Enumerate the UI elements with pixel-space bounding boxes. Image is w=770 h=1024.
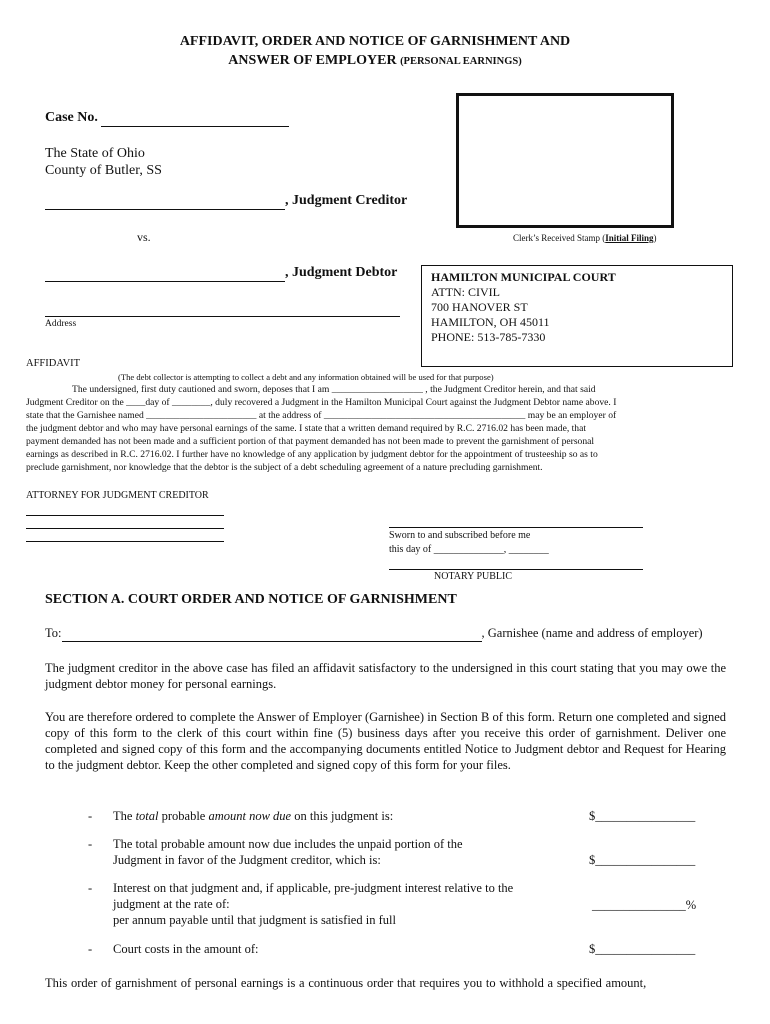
item-interest-line2: judgment at the rate of:	[113, 897, 230, 911]
stamp-caption-prefix: Clerk’s Received Stamp (	[513, 233, 606, 243]
state-label: The State of Ohio	[45, 146, 145, 161]
judgment-debtor-label: , Judgment Debtor	[285, 265, 398, 280]
attorney-label: ATTORNEY FOR JUDGMENT CREDITOR	[26, 490, 209, 501]
section-a-paragraph-2: You are therefore ordered to complete the Answer of Employer (Garnishee) in Section B of this form. Return one completed and signed copy of this form to the clerk of this court within fine (5) business days after you receive this order of garnishment. Deliver one completed and signed copy of this form and the accompanying documents entitled Notice to Judgment debtor and Request for Hearing to the judgment debtor. Keep the other completed and signed copy of this form for your files.	[45, 710, 726, 772]
item-dash-1: -	[88, 809, 93, 823]
stamp-caption-bold: Initial Filing	[605, 233, 654, 243]
item1-italic-2: amount now due	[208, 809, 292, 823]
item-unpaid-portion-line1: The total probable amount now due includes the unpaid portion of the	[113, 837, 463, 851]
affidavit-line-6: earnings as described in R.C. 2716.02. I further have no knowledge of any application by judgment debtor for the appointment of trusteeship so as to	[26, 449, 598, 460]
case-no-field[interactable]	[101, 110, 289, 127]
court-street: 700 HANOVER ST	[431, 300, 528, 314]
to-label: To:	[45, 626, 62, 640]
item-dash-2: -	[88, 837, 93, 851]
form-title-main: ANSWER OF EMPLOYER	[228, 53, 397, 68]
affidavit-heading: AFFIDAVIT	[26, 358, 81, 369]
judgment-creditor-field[interactable]	[45, 193, 285, 210]
affidavit-line-5: payment demanded has not been made and a sufficient portion of that payment demanded has not been made to prevent the garnishment of personal	[26, 436, 595, 447]
notary-signature-line[interactable]	[389, 569, 643, 570]
item-court-costs-label: Court costs in the amount of:	[113, 942, 259, 956]
judgment-debtor-field[interactable]	[45, 265, 285, 282]
total-amount-field[interactable]: $________________	[589, 809, 696, 823]
affidavit-line-4: the judgment debtor and who may have personal earnings of the same. I state that a written demand required by R.C. 2716.02 has been made, that	[26, 423, 587, 434]
item-dash-4: -	[88, 942, 93, 956]
vs-label: vs.	[137, 230, 151, 244]
affidavit-line-2: Judgment Creditor on the ____day of ________, duly recovered a Judgment in the Hamilton Municipal Court against the Judgment Debtor name above. I	[26, 397, 617, 408]
court-city: HAMILTON, OH 45011	[431, 315, 550, 329]
debt-collector-notice: (The debt collector is attempting to collect a debt and any information obtained will be used for that purpose)	[118, 372, 494, 382]
judgment-creditor-label: , Judgment Creditor	[285, 193, 408, 208]
garnishee-label: , Garnishee (name and address of employer)	[481, 626, 703, 640]
address-label: Address	[45, 319, 77, 329]
garnishee-field[interactable]	[62, 626, 482, 642]
affiant-signature-line[interactable]	[389, 527, 643, 528]
form-title-sub: (PERSONAL EARNINGS)	[400, 56, 522, 67]
item-total-amount-label	[113, 808, 393, 824]
item1-pre: The	[113, 809, 136, 823]
garnishee-row	[45, 626, 703, 642]
item-interest-line3: per annum payable until that judgment is satisfied in full	[113, 913, 396, 927]
item-unpaid-portion-line2: Judgment in favor of the Judgment creditor, which is:	[113, 853, 381, 867]
item-dash-3: -	[88, 881, 93, 895]
court-attn: ATTN: CIVIL	[431, 285, 500, 299]
court-phone: PHONE: 513-785-7330	[431, 330, 546, 344]
case-no	[45, 110, 289, 127]
court-name: HAMILTON MUNICIPAL COURT	[431, 270, 616, 284]
section-a-paragraph-1: The judgment creditor in the above case has filed an affidavit satisfactory to the undersigned in this court stating that you may owe the judgment debtor money for personal earnings.	[45, 661, 726, 691]
debtor-address-field[interactable]	[45, 316, 400, 317]
affidavit-line-1: The undersigned, first duty cautioned and sworn, deposes that I am ___________________ , the Judgment Creditor herein, and that said	[72, 384, 596, 395]
court-address-box	[421, 265, 733, 367]
affidavit-line-7: preclude garnishment, nor knowledge that the debtor is the subject of a debt scheduling agreement of a nature precluding garnishment.	[26, 462, 543, 473]
attorney-line-3[interactable]	[26, 541, 224, 542]
form-title-line1: AFFIDAVIT, ORDER AND NOTICE OF GARNISHMENT AND	[179, 34, 571, 49]
sworn-date[interactable]: this day of ______________, ________	[389, 544, 549, 555]
county-label: County of Butler, SS	[45, 163, 162, 178]
section-a-heading: SECTION A. COURT ORDER AND NOTICE OF GARNISHMENT	[45, 592, 457, 607]
interest-rate-field[interactable]: _______________%	[592, 898, 697, 912]
clerk-stamp-caption	[513, 233, 657, 243]
case-no-label: Case No.	[45, 110, 98, 125]
item1-post: on this judgment is:	[291, 809, 394, 823]
notary-label: NOTARY PUBLIC	[434, 571, 513, 582]
judgment-creditor-row	[45, 193, 407, 210]
form-title-line2	[0, 53, 750, 69]
affidavit-line-3: state that the Garnishee named _______________________ at the address of __________________________________________ may be an employer of	[26, 410, 617, 421]
stamp-caption-suffix: )	[653, 233, 657, 243]
attorney-line-2[interactable]	[26, 528, 224, 529]
clerk-stamp-box	[456, 93, 674, 228]
unpaid-portion-field[interactable]: $________________	[589, 853, 696, 867]
sworn-label: Sworn to and subscribed before me	[389, 530, 531, 541]
judgment-debtor-row	[45, 265, 397, 282]
item1-italic-1: total	[135, 809, 159, 823]
item1-mid: probable	[158, 809, 209, 823]
item-interest-line1: Interest on that judgment and, if applicable, pre-judgment interest relative to the	[113, 881, 514, 895]
court-costs-field[interactable]: $________________	[589, 942, 696, 956]
attorney-line-1[interactable]	[26, 515, 224, 516]
closing-paragraph: This order of garnishment of personal earnings is a continuous order that requires you to withhold a specified amount,	[45, 976, 647, 990]
